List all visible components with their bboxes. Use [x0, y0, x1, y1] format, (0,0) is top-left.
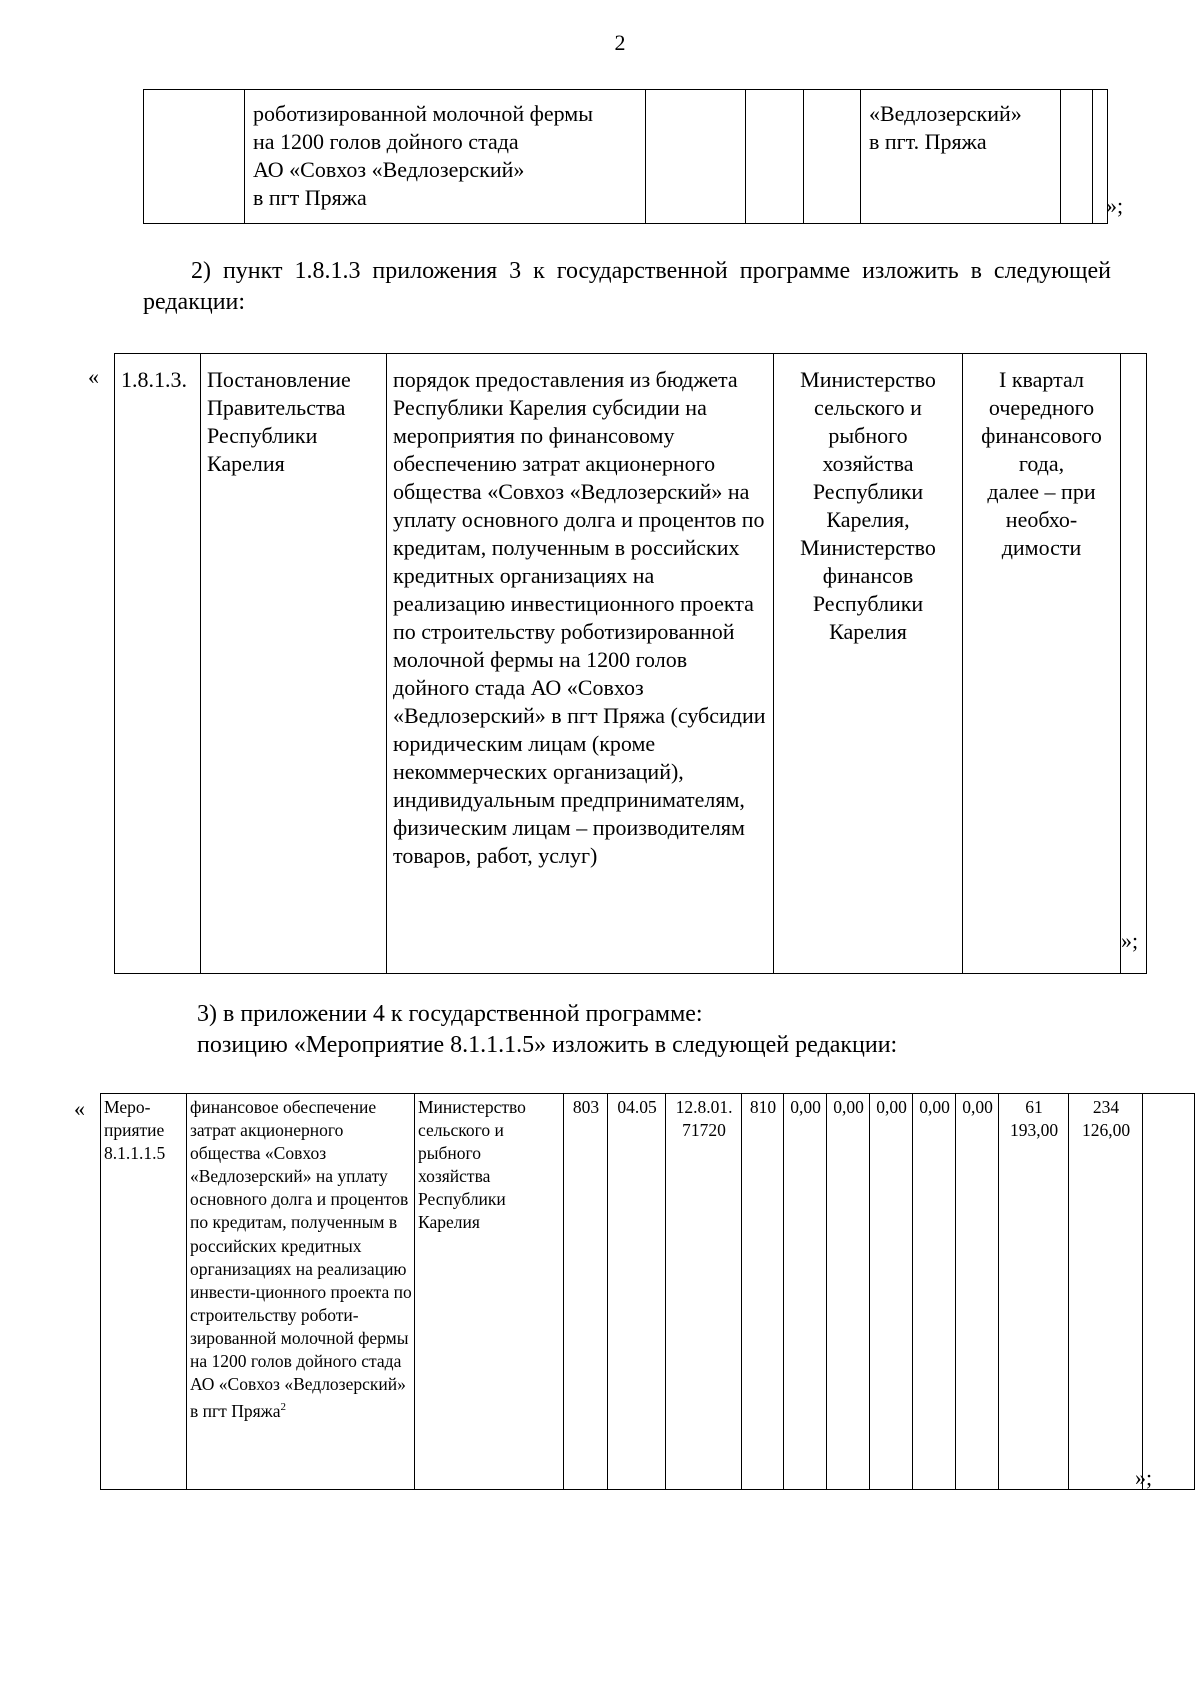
item-number: 1.8.1.3.: [115, 354, 201, 974]
closing-quote-1: »;: [1106, 193, 1124, 218]
table-cell: [1143, 1094, 1195, 1490]
paragraph-3-line-1: 3) в приложении 4 к государственной программе:: [197, 1001, 703, 1027]
activity-name: [187, 1094, 415, 1490]
activity-responsible: Министерство сельского и рыбного хозяйства Республики Карелия: [415, 1094, 564, 1490]
project-text: роботизированной молочной фермы на 1200 голов дойного стада АО «Совхоз «Ведлозерский» в пгт Пряжа: [253, 101, 593, 210]
code-csr: 12.8.01. 71720: [666, 1094, 742, 1490]
activity-status: Меро- приятие 8.1.1.1.5: [101, 1094, 187, 1490]
amount-cell: 0,00: [913, 1094, 956, 1490]
footnote-mark: 2: [280, 1401, 286, 1414]
amount-cell: 234 126,00: [1069, 1094, 1143, 1490]
opening-quote-2: «: [88, 364, 99, 389]
item-description: порядок предоставления из бюджета Республики Карелия субсидии на мероприятия по финансовому обеспечению затрат акционерного общества «Совхоз «Ведлозерский» на уплату основного долга и процентов по кредитам, полученным в российских кредитных организациях на реализацию инвестиционного проекта по строительству роботизированной молочной фермы на 1200 голов дойного стада АО «Совхоз «Ведлозерский» в пгт Пряжа (субсидии юридическим лицам (кроме некоммерческих организаций), индивидуальным предпринимателям, физическим лицам – производителям товаров, работ, услуг): [387, 354, 774, 974]
paragraph-3-line-2: позицию «Мероприятие 8.1.1.1.5» изложить в следующей редакции:: [197, 1032, 898, 1058]
page-number: 2: [614, 30, 626, 55]
table-item-1-8-1-3: [114, 353, 1147, 974]
location-text: «Ведлозерский» в пгт. Пряжа: [869, 101, 1022, 154]
code-grbs: 803: [564, 1094, 608, 1490]
code-rzpr: 04.05: [608, 1094, 666, 1490]
table-cell: [646, 90, 746, 224]
table-cell: [746, 90, 804, 224]
table-cell: [1061, 90, 1093, 224]
amount-cell: 0,00: [827, 1094, 870, 1490]
activity-name-text: финансовое обеспечение затрат акционерного общества «Совхоз «Ведлозерский» на уплату основного долга и процентов по кредитам, полученным в российских кредитных организациях на реализацию инвести-ционного проекта по строительству роботи-зированной молочной фермы на 1200 голов дойного стада АО «Совхоз «Ведлозерский» в пгт Пряжа: [190, 1097, 412, 1422]
document-type: Постановление Правительства Республики Карелия: [201, 354, 387, 974]
closing-quote-2: »;: [1121, 928, 1139, 953]
closing-quote-3: »;: [1135, 1465, 1153, 1490]
amount-cell: 0,00: [870, 1094, 913, 1490]
opening-quote-3: «: [74, 1096, 85, 1121]
table-cell: [861, 90, 1061, 224]
table-cell: [144, 90, 245, 224]
amount-cell: 0,00: [956, 1094, 999, 1490]
code-vr: 810: [742, 1094, 784, 1490]
responsible-executor: Министерство сельского и рыбного хозяйства Республики Карелия, Министерство финансов Республики Карелия: [774, 354, 963, 974]
table-cell: [804, 90, 861, 224]
table-continuation: [143, 89, 1108, 224]
paragraph-3: [197, 999, 1117, 1061]
table-cell: [245, 90, 646, 224]
amount-cell: 0,00: [784, 1094, 827, 1490]
amount-cell: 61 193,00: [999, 1094, 1069, 1490]
paragraph-2: 2) пункт 1.8.1.3 приложения 3 к государственной программе изложить в следующей редакции:: [143, 258, 1111, 315]
table-activity-8-1-1-1-5: [100, 1093, 1195, 1490]
table-cell: [1121, 354, 1147, 974]
deadline: I квартал очередного финансового года, далее – при необхо- димости: [963, 354, 1121, 974]
